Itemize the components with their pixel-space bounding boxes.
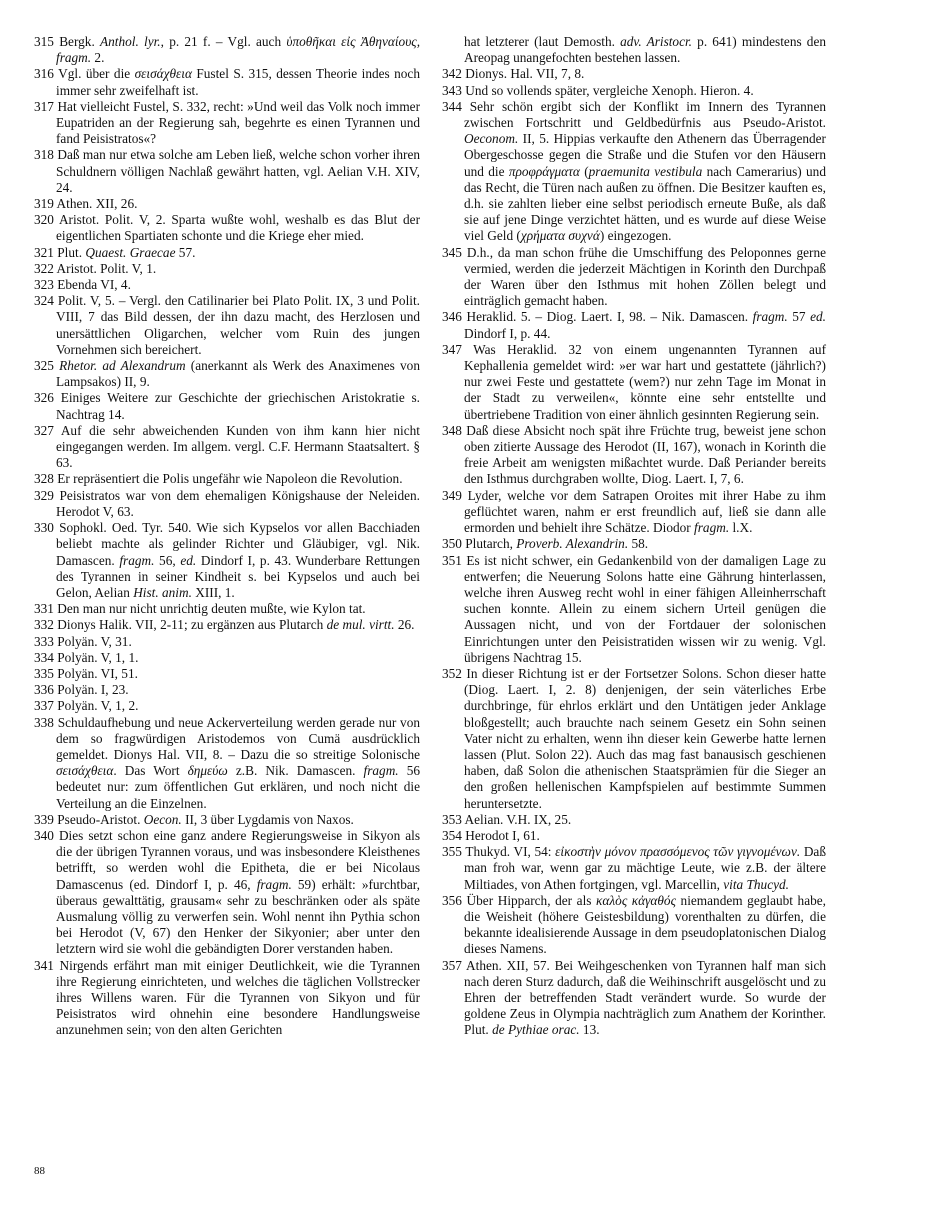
footnote-text: Plutarch, (465, 536, 517, 552)
footnote (34, 812, 420, 828)
footnote (442, 893, 826, 958)
footnote-italic-text: praemunita vestibula (588, 163, 703, 179)
footnote-italic-text: προφράγματα (508, 163, 580, 179)
footnote-text: Dindorf I, p. 43. Wunderbare Rettungen des Tyrannen in seiner Kindheit s. bei Kypselos und auch bei Gelon, Aelian (56, 552, 420, 600)
footnote-text: II, 5. Hippias verkaufte den Athenern das Überragender Obergeschosse gegen die Straße und die Stufen vor den Häusern und die (464, 131, 826, 179)
footnote-number: 353 (442, 811, 462, 827)
footnote (442, 958, 826, 1039)
footnote-text: Polyän. V, 1, 2. (57, 698, 139, 714)
footnote-number: 329 (34, 487, 54, 503)
footnote-text: Dies setzt schon eine ganz andere Regierungsweise in Sikyon als die der übrigen Tyrannen voraus, und was insbesondere Kleisthenes betrifft, so werden wohl die Epitheta, die er bei Nicolaus Damascenus (ed. Dindorf I, p. 46, (56, 827, 420, 892)
footnote-number: 343 (442, 82, 462, 98)
footnote-number: 323 (34, 277, 54, 293)
footnote-italic-text: adv. Aristocr. (620, 34, 693, 49)
footnote (34, 390, 420, 422)
footnote-italic-text: fragm. (363, 763, 399, 779)
footnote (442, 423, 826, 488)
footnote-italic-text: καλὸς κἀγαθός (596, 892, 676, 908)
footnote-text: Peisistratos war von dem ehemaligen Königshause der Neleiden. Herodot V, 63. (56, 487, 421, 519)
footnote (442, 828, 826, 844)
footnote-italic-text: ed. (180, 552, 197, 568)
footnote-number: 347 (442, 341, 462, 357)
footnote-text: Auf die sehr abweichenden Kunden von ihm kann hier nicht eingegangen werden. Im allgem. vergl. C.F. Hermann Staatsaltert. § 63. (56, 422, 420, 471)
footnote-italic-text: Oeconom. (464, 131, 519, 147)
footnote (34, 617, 420, 633)
footnote-italic-text: Anthol. lyr. (100, 34, 161, 49)
footnote-number: 344 (442, 98, 462, 114)
footnote-text: hat letzterer (laut Demosth. (464, 34, 621, 49)
footnote-text: Herodot I, 61. (465, 827, 540, 843)
footnote-text: 57. (175, 244, 196, 260)
footnote (34, 245, 420, 261)
footnote-number: 326 (34, 390, 54, 406)
footnote (34, 682, 420, 698)
footnote-number: 333 (34, 633, 54, 649)
footnote-text: Dionys. Hal. VII, 7, 8. (465, 66, 585, 82)
footnote-number: 354 (442, 827, 462, 843)
footnote-number: 350 (442, 536, 462, 552)
footnote-number: 324 (34, 293, 54, 309)
footnote-text: Pseudo-Aristot. (57, 811, 144, 827)
footnote (442, 666, 826, 812)
footnote (34, 66, 420, 98)
footnote-italic-text: de Pythiae orac. (492, 1022, 580, 1038)
footnote-italic-text: fragm. (752, 309, 788, 325)
footnote-text: . Das Wort (113, 763, 188, 779)
footnote-text: Daß man nur etwa solche am Leben ließ, welche schon vorher ihren Schuldnern völligen Nachlaß gewährt hatten, vgl. Aelian V.H. XIV, 24. (56, 147, 420, 195)
footnote-number: 327 (34, 422, 54, 438)
footnote-text: Lyder, welche vor dem Satrapen Oroites mit ihrer Habe zu ihm geflüchtet waren, nahm er erst freundlich auf, ließ sie dann alle ermorden und behielt ihre Schätze. Diodor (464, 487, 826, 536)
footnote-number: 351 (442, 552, 462, 568)
footnote-number: 331 (34, 601, 54, 617)
footnote (442, 812, 826, 828)
footnote (34, 520, 420, 601)
footnote (442, 553, 826, 666)
footnote (34, 423, 420, 472)
footnote-text: 59) erhält: »furchtbar, überaus gewalttätig, grausam« sehr zu beschränken oder als späte Ausmalung völlig zu verwerfen sein. Wohl nennt ihn Pythia schon bei Herodot (V, 67) den Henker der Sikyonier; aber unter den letztern wird sie wohl die gebändigten Dorer verstanden haben. (56, 876, 421, 957)
footnote-number: 315 (34, 34, 54, 49)
footnote-number: 349 (442, 487, 462, 503)
footnote-number: 336 (34, 682, 54, 698)
footnote-text: Dionys Halik. VII, 2-11; zu ergänzen aus Plutarch (57, 617, 327, 633)
footnote-italic-text: fragm. (694, 520, 730, 536)
footnote-text: Polyän. V, 31. (57, 633, 132, 649)
footnote-italic-text: Oecon. (143, 811, 182, 827)
footnote-text: 2. (91, 50, 105, 66)
footnote (34, 34, 420, 66)
footnote (34, 147, 420, 196)
footnote (442, 488, 826, 537)
footnote-text: Bergk. (59, 34, 100, 49)
footnote-number: 341 (34, 957, 54, 973)
footnote (442, 536, 826, 552)
footnote (442, 83, 826, 99)
footnote (442, 844, 826, 893)
footnote-number: 340 (34, 827, 54, 843)
footnote-number: 352 (442, 665, 462, 681)
footnote (34, 212, 420, 244)
footnote (442, 66, 826, 82)
footnote-text: 26. (394, 617, 415, 633)
footnote (34, 196, 420, 212)
footnote-number: 334 (34, 649, 54, 665)
footnote-text: Athen. XII, 57. Bei Weihgeschenken von Tyrannen half man sich nach deren Sturz dadurch, daß die Weihinschrift ausgelöscht und zu Ehren der betreffenden Stadt verändert wurde. So wurde der goldene Zeus in Olympia nachträglich zum Anathem der Korinther. Plut. (464, 957, 826, 1038)
footnote-text: Daß diese Absicht noch spät ihre Früchte trug, beweist jene schon oben zitierte Aussage des Herodot (II, 167), wonach in Korinth die freie Arbeit am wenigsten mißachtet wurde. Daß Periander bereits den Isthmus durchgraben wollte, Diog. Laert. I, 7, 6. (464, 422, 826, 487)
footnote-italic-text: ed. (810, 309, 826, 325)
footnote-text: XIII, 1. (191, 584, 235, 600)
footnote (34, 828, 420, 958)
footnote-text: Schuldaufhebung und neue Ackerverteilung werden gerade nur von dem so fragwürdigen Aristodemos von Cumä ausdrücklich gemeldet. Dionys Hal. VII, 8. – Dazu die so streitige Solonische (56, 714, 421, 762)
footnote-italic-text: Hist. anim. (133, 584, 192, 600)
footnote-number: 317 (34, 98, 54, 114)
footnote-text: Er repräsentiert die Polis ungefähr wie Napoleon die Revolution. (57, 471, 403, 487)
footnote-italic-text: Quaest. Graecae (85, 244, 176, 260)
footnote-text: Aelian. V.H. IX, 25. (464, 811, 572, 827)
footnote-italic-text: fragm. (119, 552, 155, 568)
footnote (442, 34, 826, 66)
footnote-italic-text: Proverb. Alexandrin. (516, 536, 629, 552)
footnote (34, 650, 420, 666)
footnote-text: Plut. (57, 244, 86, 260)
footnotes-left-column (34, 34, 420, 1039)
footnote-text: Aristot. Polit. V, 1. (56, 260, 157, 276)
footnote-text: Athen. XII, 26. (56, 196, 138, 212)
footnote (442, 245, 826, 310)
footnote (442, 99, 826, 245)
footnote-text: In dieser Richtung ist er der Fortsetzer Solons. Schon dieser hatte (Diog. Laert. I, 2. 8) denjenigen, der sein väterliches Erbe durchbringe, für ehrlos erklärt und den Untätigen jeder Anklage bloßgestellt; auch brauchte nach seinem Gesetz ein Sohn seinen Vater nicht zu erhalten, wenn ihn dieser kein Gewerbe hatte lernen lassen (Plut. Solon 22). Auch das mag fast banausisch geschienen haben, daß Solon die athenischen Staatsprämien für die Sieger an den großen hellenischen Kampfspielen auf bestimmte Summen heruntersetzte. (464, 665, 826, 811)
footnote-number: 330 (34, 520, 54, 536)
footnote-text: l.X. (729, 520, 753, 536)
footnote-text: 58. (628, 536, 649, 552)
footnote (34, 358, 420, 390)
footnote (34, 261, 420, 277)
footnote-number: 346 (442, 309, 462, 325)
footnote (34, 698, 420, 714)
footnote-number: 325 (34, 358, 54, 374)
footnote-number: 320 (34, 212, 54, 228)
footnote-number: 332 (34, 617, 54, 633)
footnote-text: D.h., da man schon frühe die Umschiffung des Peloponnes gerne vermied, werden die jederzeit Mächtigen in Korinth den Durchpaß der Waren über den Isthmus mit hohen Zöllen belegt und einträglich gemacht haben. (464, 244, 826, 309)
footnote-text: 56, (154, 552, 181, 568)
footnote-number: 357 (442, 957, 462, 973)
footnote-italic-text: de mul. virtt. (326, 617, 395, 633)
footnote-italic-text: χρήματα συχνά (520, 228, 600, 244)
footnote-text: Den man nur nicht unrichtig deuten mußte, wie Kylon tat. (57, 601, 366, 617)
footnote-number: 319 (34, 196, 54, 212)
footnote (34, 715, 420, 812)
footnote-text: z.B. Nik. Damascen. (227, 763, 364, 779)
footnote (34, 488, 420, 520)
footnote-number: 338 (34, 714, 54, 730)
footnote (442, 342, 826, 423)
footnote-number: 337 (34, 698, 54, 714)
footnote-italic-text: εἰκοστὴν μόνον πρασσόμενος τῶν γιγνομένων. (555, 844, 801, 860)
footnote-number: 356 (442, 892, 462, 908)
footnote (34, 471, 420, 487)
footnote-italic-text: ὑποθῆκαι εἰς Ἀθηναίους, fragm. (56, 34, 421, 66)
footnote-text: Sehr schön ergibt sich der Konflikt im Innern des Tyrannen zwischen Fortschritt und Geldbedürfnis aus Pseudo-Aristot. (464, 98, 826, 131)
footnote-text: p. 641) mindestens den Areopag unangefochten bestehen lassen. (464, 34, 827, 66)
footnote-text: 56 bedeutet nur: zum öffentlichen Gut erklären, und noch nicht die Verteilung an die Einzelnen. (56, 763, 421, 811)
footnote-text: ( (579, 163, 589, 179)
footnote (442, 309, 826, 341)
footnote-italic-text: σεισάχθεια (56, 763, 114, 779)
footnote-number: 342 (442, 66, 462, 82)
footnote (34, 958, 420, 1039)
footnote-text: Nirgends erfährt man mit einiger Deutlichkeit, wie die Tyrannen ihre Regierung einrichteten, und welches die täglichen Vollstrecker ihres Willens waren. Für die Tyrannen von Sikyon und für Peisistratos wird ohnehin eine besondere Handlungsweise anzunehmen sein; von den alten Gerichten (56, 957, 421, 1038)
page-number: 88 (34, 1165, 45, 1177)
footnote-number: 316 (34, 66, 54, 82)
footnote-number: 355 (442, 844, 462, 860)
footnote-number: 321 (34, 244, 54, 260)
footnote-number: 322 (34, 260, 54, 276)
footnote-text: Polyän. V, 1, 1. (57, 649, 139, 665)
footnote-number: 348 (442, 422, 462, 438)
footnotes-right-column (442, 34, 826, 1039)
footnote (34, 666, 420, 682)
footnote-text: ) eingezogen. (599, 228, 672, 244)
footnote-text: Ebenda VI, 4. (57, 277, 131, 293)
footnote-text: Und so vollends später, vergleiche Xenoph. Hieron. 4. (465, 82, 754, 98)
footnote-text: Vgl. über die (58, 66, 135, 82)
footnote-text: II, 3 über Lygdamis von Naxos. (181, 811, 354, 827)
footnote-text: Thukyd. VI, 54: (465, 844, 556, 860)
footnote-italic-text: fragm. (256, 876, 292, 892)
footnote-text: Hat vielleicht Fustel, S. 332, recht: »Und weil das Volk noch immer Eupatriden an der Regierung sah, begehrte es einen Tyrannen und fand Peisistratos«? (56, 98, 420, 147)
footnote-number: 339 (34, 811, 54, 827)
footnote-text: (anerkannt als Werk des Anaximenes von Lampsakos) II, 9. (56, 358, 420, 390)
footnote-text: Aristot. Polit. V, 2. Sparta wußte wohl, weshalb es das Blut der eigentlichen Spartiaten schonte und die Kriege eher mied. (56, 212, 420, 244)
footnote-text: Sophokl. Oed. Tyr. 540. Wie sich Kypselos vor allen Bacchiaden beliebt machte als gelinder Richter und Gläubiger, vgl. Nik. Damascen. (56, 520, 421, 568)
footnote-text: niemandem geglaubt habe, die Weisheit (höhere Geistesbildung) vorenthalten zu dürfen, die bekannte idealisierende Aussage in dem pseudoplatonischen Dialog dieses Namens. (464, 892, 826, 957)
footnote-text: Fustel S. 315, dessen Theorie indes noch immer sehr zweifelhaft ist. (56, 66, 420, 98)
footnote-text: 57 (787, 309, 811, 325)
footnote-text: Einiges Weitere zur Geschichte der griechischen Aristokratie s. Nachtrag 14. (56, 390, 421, 422)
footnote (34, 293, 420, 358)
footnote-text: Es ist nicht schwer, ein Gedankenbild von der damaligen Lage zu entwerfen; die Neuerung Solons hatte eine Gährung hinterlassen, welche ihren Ausweg recht wohl in einer fähigen Alleinherrschaft suchen konnte. Allein zu einem sichern Urteil genügen die Aussagen nicht, und von der Fortdauer der solonischen Einrichtungen unter den Peisistratiden wissen wir zu wenig. Vgl. übrigens Nachtrag 15. (464, 552, 826, 665)
footnote-text: Polyän. VI, 51. (57, 665, 138, 681)
footnote-number: 335 (34, 665, 54, 681)
footnote (34, 277, 420, 293)
footnote-text: 13. (579, 1022, 600, 1038)
footnote (34, 601, 420, 617)
footnote-text: , p. 21 f. – Vgl. auch (160, 34, 287, 49)
footnote-text: Polit. V, 5. – Vergl. den Catilinarier bei Plato Polit. IX, 3 und Polit. VIII, 7 das Bild dessen, der ihn dazu macht, des Herzlosen und unersättlichen Oligarchen, welcher vom Ruin des jungen Vornehmen sich bereichert. (56, 293, 420, 357)
footnote-text: nach Camerarius) und das Recht, die Türen nach außen zu öffnen. Die Besitzer kauften es, d.h. sie zahlten lieber eine selbst periodisch erneute Buße, als daß sie auf jene Dinge verzichtet hätten, und es wurde auf diese Weise viel Geld ( (464, 163, 826, 244)
footnote (34, 99, 420, 148)
footnote-text: Über Hipparch, der als (466, 892, 597, 908)
footnote-italic-text: vita Thucyd. (723, 876, 789, 892)
footnote-text: Dindorf I, p. 44. (464, 325, 551, 341)
footnote-italic-text: δημεύω (187, 763, 228, 779)
footnote-text: Was Heraklid. 32 von einem ungenannten Tyrannen auf Kephallenia gemeldet wird: »er war hart und gestattete (jährlich?) nur zwei Feste und gestattete (wem?) nur zehn Tage im Monat in der Stadt zu verweilen«, könnte eine sehr entstellte und übertriebene Tradition von einer ähnlich gesinnten Regierung sein. (464, 341, 826, 422)
footnote-text: Polyän. I, 23. (57, 682, 129, 698)
footnote-number: 328 (34, 471, 54, 487)
footnote-number: 345 (442, 244, 462, 260)
footnote-italic-text: Rhetor. ad Alexandrum (59, 358, 186, 374)
footnote-text: Heraklid. 5. – Diog. Laert. I, 98. – Nik. Damascen. (466, 309, 753, 325)
footnote (34, 634, 420, 650)
footnote-italic-text: σεισάχθεια (134, 66, 192, 82)
footnote-text: Daß man froh war, wenn gar zu mächtige Leute, wie z.B. der ältere Miltiades, von Athen fortgingen, vgl. Marcellin, (464, 844, 826, 892)
footnote-number: 318 (34, 147, 54, 163)
